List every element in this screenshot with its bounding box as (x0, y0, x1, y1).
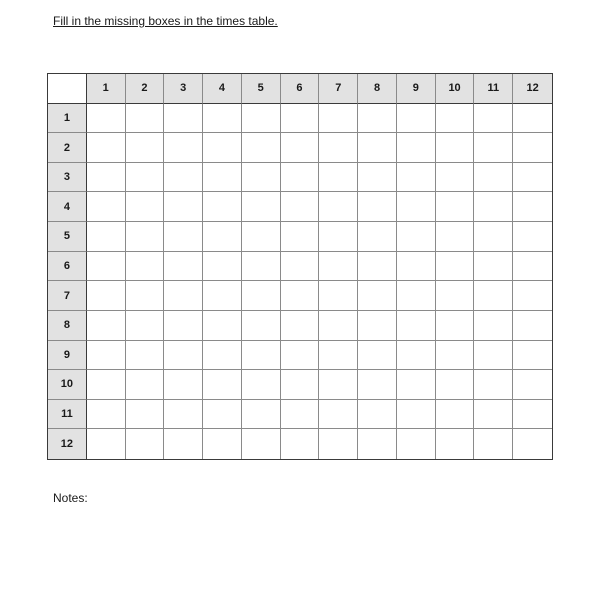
answer-cell-10x8[interactable] (358, 370, 397, 400)
answer-cell-10x5[interactable] (242, 370, 281, 400)
answer-cell-6x2[interactable] (126, 252, 165, 282)
answer-cell-1x7[interactable] (319, 104, 358, 134)
answer-cell-3x4[interactable] (203, 163, 242, 193)
answer-cell-4x11[interactable] (474, 192, 513, 222)
answer-cell-3x5[interactable] (242, 163, 281, 193)
answer-cell-11x4[interactable] (203, 400, 242, 430)
answer-cell-2x8[interactable] (358, 133, 397, 163)
column-header-2: 2 (126, 74, 165, 104)
answer-cell-11x9[interactable] (397, 400, 436, 430)
answer-cell-9x9[interactable] (397, 341, 436, 371)
answer-cell-6x5[interactable] (242, 252, 281, 282)
answer-cell-8x12[interactable] (513, 311, 552, 341)
column-header-8: 8 (358, 74, 397, 104)
answer-cell-12x3[interactable] (164, 429, 203, 459)
answer-cell-1x12[interactable] (513, 104, 552, 134)
answer-cell-5x4[interactable] (203, 222, 242, 252)
answer-cell-9x7[interactable] (319, 341, 358, 371)
answer-cell-5x12[interactable] (513, 222, 552, 252)
answer-cell-5x8[interactable] (358, 222, 397, 252)
answer-cell-11x8[interactable] (358, 400, 397, 430)
answer-cell-12x2[interactable] (126, 429, 165, 459)
answer-cell-2x3[interactable] (164, 133, 203, 163)
answer-cell-4x12[interactable] (513, 192, 552, 222)
answer-cell-8x1[interactable] (87, 311, 126, 341)
answer-cell-4x10[interactable] (436, 192, 475, 222)
answer-cell-10x7[interactable] (319, 370, 358, 400)
row-header-7: 7 (48, 281, 87, 311)
answer-cell-3x7[interactable] (319, 163, 358, 193)
answer-cell-8x11[interactable] (474, 311, 513, 341)
column-header-9: 9 (397, 74, 436, 104)
answer-cell-7x7[interactable] (319, 281, 358, 311)
answer-cell-1x6[interactable] (281, 104, 320, 134)
answer-cell-5x7[interactable] (319, 222, 358, 252)
row-header-6: 6 (48, 252, 87, 282)
answer-cell-9x4[interactable] (203, 341, 242, 371)
answer-cell-7x2[interactable] (126, 281, 165, 311)
column-header-5: 5 (242, 74, 281, 104)
answer-cell-10x3[interactable] (164, 370, 203, 400)
answer-cell-12x12[interactable] (513, 429, 552, 459)
answer-cell-10x12[interactable] (513, 370, 552, 400)
answer-cell-3x10[interactable] (436, 163, 475, 193)
answer-cell-6x11[interactable] (474, 252, 513, 282)
column-header-6: 6 (281, 74, 320, 104)
answer-cell-8x9[interactable] (397, 311, 436, 341)
answer-cell-2x6[interactable] (281, 133, 320, 163)
answer-cell-9x12[interactable] (513, 341, 552, 371)
answer-cell-2x1[interactable] (87, 133, 126, 163)
answer-cell-4x7[interactable] (319, 192, 358, 222)
answer-cell-7x4[interactable] (203, 281, 242, 311)
answer-cell-5x10[interactable] (436, 222, 475, 252)
answer-cell-6x8[interactable] (358, 252, 397, 282)
answer-cell-6x9[interactable] (397, 252, 436, 282)
column-header-3: 3 (164, 74, 203, 104)
row-header-10: 10 (48, 370, 87, 400)
answer-cell-6x12[interactable] (513, 252, 552, 282)
answer-cell-12x6[interactable] (281, 429, 320, 459)
answer-cell-7x10[interactable] (436, 281, 475, 311)
answer-cell-3x12[interactable] (513, 163, 552, 193)
answer-cell-4x6[interactable] (281, 192, 320, 222)
answer-cell-2x12[interactable] (513, 133, 552, 163)
answer-cell-12x11[interactable] (474, 429, 513, 459)
answer-cell-6x3[interactable] (164, 252, 203, 282)
answer-cell-12x9[interactable] (397, 429, 436, 459)
answer-cell-3x8[interactable] (358, 163, 397, 193)
answer-cell-3x1[interactable] (87, 163, 126, 193)
answer-cell-7x12[interactable] (513, 281, 552, 311)
answer-cell-6x6[interactable] (281, 252, 320, 282)
worksheet-instruction: Fill in the missing boxes in the times table. (53, 14, 278, 28)
answer-cell-4x9[interactable] (397, 192, 436, 222)
answer-cell-2x2[interactable] (126, 133, 165, 163)
answer-cell-1x3[interactable] (164, 104, 203, 134)
answer-cell-9x11[interactable] (474, 341, 513, 371)
answer-cell-6x4[interactable] (203, 252, 242, 282)
row-header-3: 3 (48, 163, 87, 193)
row-header-12: 12 (48, 429, 87, 459)
answer-cell-1x8[interactable] (358, 104, 397, 134)
answer-cell-7x8[interactable] (358, 281, 397, 311)
answer-cell-8x3[interactable] (164, 311, 203, 341)
column-header-12: 12 (513, 74, 552, 104)
answer-cell-2x7[interactable] (319, 133, 358, 163)
row-header-5: 5 (48, 222, 87, 252)
answer-cell-1x9[interactable] (397, 104, 436, 134)
answer-cell-8x6[interactable] (281, 311, 320, 341)
answer-cell-6x10[interactable] (436, 252, 475, 282)
answer-cell-4x3[interactable] (164, 192, 203, 222)
answer-cell-4x1[interactable] (87, 192, 126, 222)
times-table-grid (47, 73, 553, 460)
row-header-8: 8 (48, 311, 87, 341)
answer-cell-4x8[interactable] (358, 192, 397, 222)
column-header-4: 4 (203, 74, 242, 104)
answer-cell-8x8[interactable] (358, 311, 397, 341)
answer-cell-12x1[interactable] (87, 429, 126, 459)
row-header-4: 4 (48, 192, 87, 222)
answer-cell-11x5[interactable] (242, 400, 281, 430)
answer-cell-12x8[interactable] (358, 429, 397, 459)
answer-cell-1x4[interactable] (203, 104, 242, 134)
answer-cell-10x4[interactable] (203, 370, 242, 400)
answer-cell-7x3[interactable] (164, 281, 203, 311)
answer-cell-2x4[interactable] (203, 133, 242, 163)
column-header-7: 7 (319, 74, 358, 104)
corner-cell (48, 74, 87, 104)
answer-cell-9x3[interactable] (164, 341, 203, 371)
answer-cell-7x1[interactable] (87, 281, 126, 311)
answer-cell-10x10[interactable] (436, 370, 475, 400)
answer-cell-2x10[interactable] (436, 133, 475, 163)
answer-cell-11x10[interactable] (436, 400, 475, 430)
answer-cell-4x2[interactable] (126, 192, 165, 222)
answer-cell-3x2[interactable] (126, 163, 165, 193)
answer-cell-2x9[interactable] (397, 133, 436, 163)
answer-cell-5x3[interactable] (164, 222, 203, 252)
answer-cell-1x5[interactable] (242, 104, 281, 134)
answer-cell-10x1[interactable] (87, 370, 126, 400)
notes-label: Notes: (53, 491, 88, 505)
answer-cell-11x11[interactable] (474, 400, 513, 430)
answer-cell-1x2[interactable] (126, 104, 165, 134)
answer-cell-7x5[interactable] (242, 281, 281, 311)
answer-cell-9x6[interactable] (281, 341, 320, 371)
answer-cell-5x9[interactable] (397, 222, 436, 252)
answer-cell-1x10[interactable] (436, 104, 475, 134)
answer-cell-9x8[interactable] (358, 341, 397, 371)
answer-cell-11x12[interactable] (513, 400, 552, 430)
column-header-1: 1 (87, 74, 126, 104)
answer-cell-1x1[interactable] (87, 104, 126, 134)
answer-cell-5x2[interactable] (126, 222, 165, 252)
answer-cell-5x5[interactable] (242, 222, 281, 252)
answer-cell-11x3[interactable] (164, 400, 203, 430)
answer-cell-4x4[interactable] (203, 192, 242, 222)
answer-cell-3x11[interactable] (474, 163, 513, 193)
answer-cell-5x6[interactable] (281, 222, 320, 252)
answer-cell-9x10[interactable] (436, 341, 475, 371)
column-header-10: 10 (436, 74, 475, 104)
row-header-1: 1 (48, 104, 87, 134)
answer-cell-11x1[interactable] (87, 400, 126, 430)
answer-cell-10x2[interactable] (126, 370, 165, 400)
answer-cell-6x1[interactable] (87, 252, 126, 282)
answer-cell-10x6[interactable] (281, 370, 320, 400)
answer-cell-12x7[interactable] (319, 429, 358, 459)
answer-cell-8x7[interactable] (319, 311, 358, 341)
answer-cell-7x9[interactable] (397, 281, 436, 311)
answer-cell-8x4[interactable] (203, 311, 242, 341)
answer-cell-4x5[interactable] (242, 192, 281, 222)
answer-cell-12x10[interactable] (436, 429, 475, 459)
answer-cell-8x5[interactable] (242, 311, 281, 341)
answer-cell-3x6[interactable] (281, 163, 320, 193)
answer-cell-2x5[interactable] (242, 133, 281, 163)
answer-cell-8x10[interactable] (436, 311, 475, 341)
answer-cell-3x3[interactable] (164, 163, 203, 193)
answer-cell-6x7[interactable] (319, 252, 358, 282)
answer-cell-1x11[interactable] (474, 104, 513, 134)
answer-cell-10x9[interactable] (397, 370, 436, 400)
answer-cell-12x5[interactable] (242, 429, 281, 459)
row-header-11: 11 (48, 400, 87, 430)
answer-cell-5x11[interactable] (474, 222, 513, 252)
column-header-11: 11 (474, 74, 513, 104)
answer-cell-11x7[interactable] (319, 400, 358, 430)
row-header-2: 2 (48, 133, 87, 163)
answer-cell-7x11[interactable] (474, 281, 513, 311)
row-header-9: 9 (48, 341, 87, 371)
answer-cell-7x6[interactable] (281, 281, 320, 311)
answer-cell-2x11[interactable] (474, 133, 513, 163)
answer-cell-8x2[interactable] (126, 311, 165, 341)
answer-cell-3x9[interactable] (397, 163, 436, 193)
answer-cell-9x5[interactable] (242, 341, 281, 371)
answer-cell-9x2[interactable] (126, 341, 165, 371)
answer-cell-12x4[interactable] (203, 429, 242, 459)
answer-cell-5x1[interactable] (87, 222, 126, 252)
answer-cell-10x11[interactable] (474, 370, 513, 400)
answer-cell-11x2[interactable] (126, 400, 165, 430)
answer-cell-11x6[interactable] (281, 400, 320, 430)
answer-cell-9x1[interactable] (87, 341, 126, 371)
